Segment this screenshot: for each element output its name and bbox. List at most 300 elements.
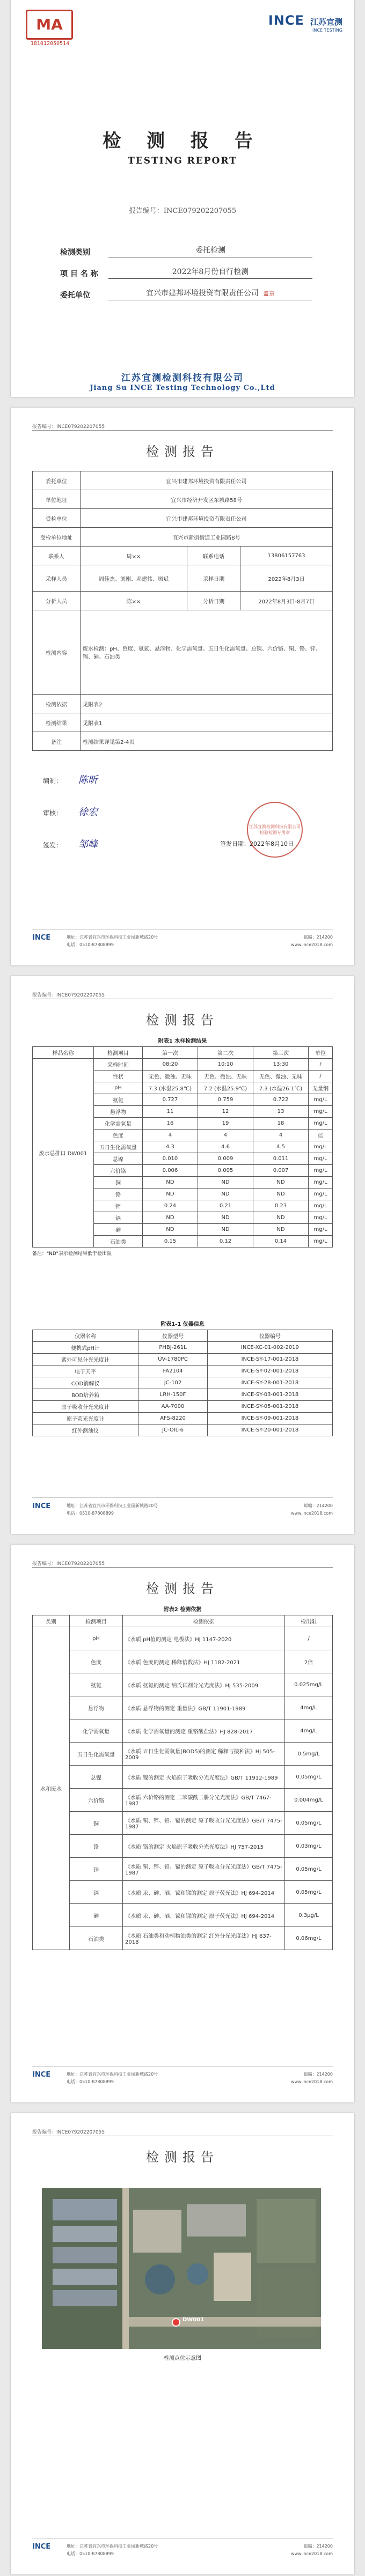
item-cell: 五日生化需氧量 xyxy=(93,1141,142,1153)
table-row xyxy=(33,1766,333,1789)
item-cell: 总镍 xyxy=(70,1766,123,1789)
brand-en: INCE TESTING xyxy=(312,28,342,33)
limit-cell: 0.05mg/L xyxy=(285,1812,333,1835)
item-cell: 锌 xyxy=(70,1858,123,1881)
footer-left xyxy=(67,934,158,949)
unit-cell: mg/L xyxy=(309,1189,333,1200)
table-cell: FA2104 xyxy=(138,1365,208,1377)
item-cell: 悬浮物 xyxy=(70,1696,123,1719)
table-cell: 紫外可见分光光度计 xyxy=(33,1354,138,1365)
company-stamp: 江苏宜测检测科技有限公司 检验检测专用章 xyxy=(247,802,303,858)
info-key: 受检单位地址 xyxy=(33,528,81,547)
field-value: 宜兴市建邦环境投资有限责任公司 盖章 xyxy=(108,287,312,300)
table-row xyxy=(33,1673,333,1696)
table-row xyxy=(33,610,333,695)
footer-addr: 地址：江苏省宜兴市环保科技工业园新城路20号 xyxy=(67,2072,158,2077)
item-cell: 采样时间 xyxy=(93,1059,142,1071)
page-footer xyxy=(32,2538,333,2567)
info-value: 周佳杰、刘刚、邓建伟、顾斌 xyxy=(81,565,187,592)
info-table-wrap xyxy=(32,471,333,751)
value-cell: 无色、微浊、无味 xyxy=(142,1071,198,1082)
table-caption: 附表2 检测依据 xyxy=(163,1607,202,1613)
footer-tel: 电话：0510-87808899 xyxy=(67,1511,114,1516)
footer-tel: 电话：0510-87808899 xyxy=(67,942,114,947)
value-cell: 16 xyxy=(142,1118,198,1130)
value-cell: 19 xyxy=(198,1118,253,1130)
item-cell: 石油类 xyxy=(70,1927,123,1950)
value-cell: 08:20 xyxy=(142,1059,198,1071)
value-cell: 0.24 xyxy=(142,1200,198,1212)
results-table xyxy=(32,1046,333,1248)
col-header: 单位 xyxy=(309,1047,333,1059)
item-cell: 氨氮 xyxy=(70,1673,123,1696)
col-header: 类别 xyxy=(33,1615,70,1627)
table-cell: INCE-SY-02-001-2018 xyxy=(207,1365,332,1377)
table-row xyxy=(33,732,333,751)
value-cell: ND xyxy=(142,1212,198,1224)
footer-tel: 电话：0510-87808899 xyxy=(67,2079,114,2084)
footer-web: www.ince2018.com xyxy=(290,1511,333,1516)
footer-logo: INCE xyxy=(32,934,51,942)
value-cell: 0.722 xyxy=(253,1094,309,1106)
value-cell: 0.12 xyxy=(198,1236,253,1248)
value-cell: ND xyxy=(142,1224,198,1236)
footer-right xyxy=(291,2071,333,2086)
header-report-no: 报告编号：INCE079202207055 xyxy=(32,1561,105,1567)
info-key: 单位地址 xyxy=(33,490,81,509)
cover-fields xyxy=(60,236,312,300)
footer-web: www.ince2018.com xyxy=(290,942,333,947)
col-header: 检测项目 xyxy=(70,1615,123,1627)
item-cell: 化学需氧量 xyxy=(93,1118,142,1130)
value-cell: 4 xyxy=(142,1130,198,1141)
item-cell: pH xyxy=(70,1627,123,1650)
col-header: 第三次 xyxy=(253,1047,309,1059)
page-footer xyxy=(32,2066,333,2095)
limit-cell: 4mg/L xyxy=(285,1719,333,1743)
value-cell: 0.14 xyxy=(253,1236,309,1248)
item-cell: 性状 xyxy=(93,1071,142,1082)
table-cell: JC-OIL-6 xyxy=(138,1424,208,1436)
method-cell: 《水质 铬的测定 火焰原子吸收分光光度法》HJ 757-2015 xyxy=(123,1835,285,1858)
col-header: 第一次 xyxy=(142,1047,198,1059)
item-cell: 铜 xyxy=(70,1812,123,1835)
item-cell: 锌 xyxy=(93,1200,142,1212)
page-title: 检测报告 xyxy=(146,1013,219,1028)
info-page xyxy=(11,408,354,965)
method-cell: 《水质 悬浮物的测定 重量法》GB/T 11901-1989 xyxy=(123,1696,285,1719)
method-cell: 《水质 化学需氧量的测定 重铬酸盐法》HJ 828-2017 xyxy=(123,1719,285,1743)
footer-left xyxy=(67,2543,158,2558)
page-title: 检测报告 xyxy=(146,444,219,459)
value-cell: ND xyxy=(142,1177,198,1189)
limit-cell: 0.05mg/L xyxy=(285,1881,333,1904)
value-cell: ND xyxy=(142,1189,198,1200)
info-value: 陈×× xyxy=(81,592,187,610)
item-cell: 铬 xyxy=(70,1835,123,1858)
method-cell: 《水质 色度的测定 稀释倍数法》HJ 1182-2021 xyxy=(123,1650,285,1673)
method-cell: 《水质 氨氮的测定 纳氏试剂分光光度法》HJ 535-2009 xyxy=(123,1673,285,1696)
table-row xyxy=(33,1627,333,1650)
method-cell: 《水质 pH值的测定 电极法》HJ 1147-2020 xyxy=(123,1627,285,1650)
col-header: 仪器型号 xyxy=(138,1330,208,1342)
instrument-table xyxy=(32,1330,333,1436)
value-cell: 4.6 xyxy=(198,1141,253,1153)
value-cell: 4 xyxy=(198,1130,253,1141)
cover-title-en: TESTING REPORT xyxy=(128,156,237,166)
instrument-table-wrap xyxy=(32,1319,333,1436)
table-cell: INCE-SY-28-001-2018 xyxy=(207,1377,332,1389)
value-cell: 13:30 xyxy=(253,1059,309,1071)
info-key: 检测结果 xyxy=(33,713,81,732)
footer-left xyxy=(67,2071,158,2086)
footer-left xyxy=(67,1502,158,1517)
aerial-image xyxy=(42,2188,321,2349)
info-value: 2022年8月3日 xyxy=(240,565,333,592)
info-value: 宜兴市新街街道工业园路8号 xyxy=(81,528,333,547)
value-cell: 无色、微浊、无味 xyxy=(253,1071,309,1082)
footer-web: www.ince2018.com xyxy=(290,2551,333,2556)
value-cell: 0.21 xyxy=(198,1200,253,1212)
table-row xyxy=(33,1719,333,1743)
info-value: 周×× xyxy=(81,547,187,565)
table-row xyxy=(33,528,333,547)
table-row xyxy=(33,1858,333,1881)
sign-label: 编制： xyxy=(43,777,63,785)
table-note: 备注："ND"表示检测结果低于检出限 xyxy=(32,1251,112,1257)
cma-number: 181012050514 xyxy=(30,41,70,47)
value-cell: ND xyxy=(198,1189,253,1200)
footer-right xyxy=(291,2543,333,2558)
value-cell: 7.3 (水温26.1℃) xyxy=(253,1082,309,1094)
table-cell: AFS-8220 xyxy=(138,1413,208,1424)
unit-cell: mg/L xyxy=(309,1177,333,1189)
item-cell: 镉 xyxy=(70,1881,123,1904)
value-cell: 0.010 xyxy=(142,1153,198,1165)
limit-cell: 0.03mg/L xyxy=(285,1835,333,1858)
footer-zip: 邮编：214200 xyxy=(303,2544,333,2549)
category-cell: 水和废水 xyxy=(33,1627,70,1950)
footer-tel: 电话：0510-87808899 xyxy=(67,2551,114,2556)
value-cell: 13 xyxy=(253,1106,309,1118)
table-row xyxy=(33,1812,333,1835)
table-row xyxy=(33,1696,333,1719)
field-label: 委托单位 xyxy=(60,291,90,300)
field-value: 2022年8月份自行检测 xyxy=(108,266,312,279)
value-cell: 18 xyxy=(253,1118,309,1130)
table-row xyxy=(33,1342,333,1354)
table-row xyxy=(33,490,333,509)
cover-page xyxy=(11,0,354,397)
table-cell: AA-7000 xyxy=(138,1401,208,1413)
header-divider xyxy=(32,1567,333,1568)
unit-cell: 无量纲 xyxy=(309,1082,333,1094)
value-cell: ND xyxy=(253,1224,309,1236)
field-value: 委托检测 xyxy=(108,245,312,257)
value-cell: 4.5 xyxy=(253,1141,309,1153)
item-cell: 化学需氧量 xyxy=(70,1719,123,1743)
unit-cell: mg/L xyxy=(309,1224,333,1236)
info-value: 见附表2 xyxy=(81,695,333,713)
results-page xyxy=(11,976,354,1534)
item-cell: 砷 xyxy=(70,1904,123,1927)
table-cell: COD消解仪 xyxy=(33,1377,138,1389)
footer-zip: 邮编：214200 xyxy=(303,1503,333,1508)
info-key: 检测依据 xyxy=(33,695,81,713)
info-value: 宜兴市经济开发区东城路58号 xyxy=(81,490,333,509)
limit-cell: 0.5mg/L xyxy=(285,1743,333,1766)
signature: 陈昕 xyxy=(78,774,98,786)
table-row xyxy=(33,1059,333,1071)
table-cell: INCE-SY-20-001-2018 xyxy=(207,1424,332,1436)
info-value: 宜兴市建邦环境投资有限责任公司 xyxy=(81,471,333,490)
limit-cell: 4mg/L xyxy=(285,1696,333,1719)
value-cell: 4 xyxy=(253,1130,309,1141)
value-cell: ND xyxy=(253,1177,309,1189)
table-header-row xyxy=(33,1330,333,1342)
unit-cell: mg/L xyxy=(309,1118,333,1130)
value-cell: 10:10 xyxy=(198,1059,253,1071)
page-title: 检测报告 xyxy=(146,2150,219,2165)
table-row xyxy=(33,1365,333,1377)
footer-addr: 地址：江苏省宜兴市环保科技工业园新城路20号 xyxy=(67,935,158,940)
item-cell: 色度 xyxy=(70,1650,123,1673)
table-cell: INCE-XC-01-002-2019 xyxy=(207,1342,332,1354)
table-cell: 原子荧光光度计 xyxy=(33,1413,138,1424)
item-cell: 色度 xyxy=(93,1130,142,1141)
limit-cell: 0.06mg/L xyxy=(285,1927,333,1950)
info-key: 联系电话 xyxy=(187,547,240,565)
value-cell: ND xyxy=(253,1212,309,1224)
table-cell: 红外测油仪 xyxy=(33,1424,138,1436)
table-row xyxy=(33,713,333,732)
footer-logo: INCE xyxy=(32,2543,51,2551)
table-cell: BOD培养箱 xyxy=(33,1389,138,1401)
info-key: 备注 xyxy=(33,732,81,751)
table-caption: 附表1 水样检测结果 xyxy=(158,1038,207,1044)
table-row xyxy=(33,565,333,592)
table-cell: 便携式pH计 xyxy=(33,1342,138,1354)
table-row xyxy=(33,1904,333,1927)
table-row xyxy=(33,1927,333,1950)
table-row xyxy=(33,547,333,565)
unit-cell: 倍 xyxy=(309,1130,333,1141)
page-footer xyxy=(32,929,333,958)
table-cell: 原子吸收分光光度计 xyxy=(33,1401,138,1413)
limit-cell: 0.05mg/L xyxy=(285,1766,333,1789)
value-cell: 0.006 xyxy=(142,1165,198,1177)
company-name-cn: 江苏宜测检测科技有限公司 xyxy=(121,373,244,383)
method-cell: 《水质 铜、锌、铅、镉的测定 原子吸收分光光度法》GB/T 7475-1987 xyxy=(123,1812,285,1835)
table-cell: UV-1780PC xyxy=(138,1354,208,1365)
table-row xyxy=(33,1789,333,1812)
item-cell: 氨氮 xyxy=(93,1094,142,1106)
unit-cell: mg/L xyxy=(309,1153,333,1165)
col-header: 仪器名称 xyxy=(33,1330,138,1342)
company-name-en: Jiang Su INCE Testing Technology Co.,Ltd xyxy=(90,384,275,392)
limit-cell: 2倍 xyxy=(285,1650,333,1673)
cover-field xyxy=(60,257,312,279)
item-cell: 悬浮物 xyxy=(93,1106,142,1118)
photo-page xyxy=(11,2113,354,2574)
table-cell: INCE-SY-03-001-2018 xyxy=(207,1389,332,1401)
method-cell: 《水质 石油类和动植物油类的测定 红外分光光度法》HJ 637-2018 xyxy=(123,1927,285,1950)
value-cell: ND xyxy=(253,1189,309,1200)
page-footer xyxy=(32,1497,333,1527)
value-cell: 0.15 xyxy=(142,1236,198,1248)
value-cell: 0.005 xyxy=(198,1165,253,1177)
table-cell: INCE-SY-05-001-2018 xyxy=(207,1401,332,1413)
unit-cell: mg/L xyxy=(309,1212,333,1224)
footer-addr: 地址：江苏省宜兴市环保科技工业园新城路20号 xyxy=(67,1503,158,1508)
signature: 徐宏 xyxy=(78,807,98,818)
unit-cell: / xyxy=(309,1071,333,1082)
info-key: 分析人员 xyxy=(33,592,81,610)
value-cell: 0.23 xyxy=(253,1200,309,1212)
info-key: 检测内容 xyxy=(33,610,81,695)
table-row xyxy=(33,1881,333,1904)
table-cell: JC-102 xyxy=(138,1377,208,1389)
brand-mark: INCE xyxy=(268,13,304,28)
limit-cell: 0.025mg/L xyxy=(285,1673,333,1696)
footer-zip: 邮编：214200 xyxy=(303,935,333,940)
info-value: 见附表1 xyxy=(81,713,333,732)
footer-addr: 地址：江苏省宜兴市环保科技工业园新城路20号 xyxy=(67,2544,158,2549)
table-row xyxy=(33,1743,333,1766)
method-cell: 《水质 汞、砷、硒、铋和锑的测定 原子荧光法》HJ 694-2014 xyxy=(123,1904,285,1927)
photo-caption: 检测点位示意图 xyxy=(164,2356,201,2361)
footer-logo: INCE xyxy=(32,2071,51,2079)
value-cell: 无色、微浊、无味 xyxy=(198,1071,253,1082)
table-header-row xyxy=(33,1615,333,1627)
unit-cell: mg/L xyxy=(309,1200,333,1212)
cma-mark: MA xyxy=(26,10,73,40)
signature: 邹峰 xyxy=(78,839,98,850)
footer-web: www.ince2018.com xyxy=(290,2079,333,2084)
table-row xyxy=(33,1424,333,1436)
value-cell: ND xyxy=(198,1177,253,1189)
info-value: 宜兴市建邦环境投资有限责任公司 xyxy=(81,509,333,528)
field-label: 检测类别 xyxy=(60,248,90,257)
table-cell: INCE-SY-09-001-2018 xyxy=(207,1413,332,1424)
table-row xyxy=(33,1401,333,1413)
results-table-wrap xyxy=(32,1036,333,1257)
item-cell: 铜 xyxy=(93,1177,142,1189)
header-divider xyxy=(32,430,333,431)
unit-cell: mg/L xyxy=(309,1094,333,1106)
col-header: 样品名称 xyxy=(33,1047,94,1059)
info-value: 2022年8月3日-8月7日 xyxy=(240,592,333,610)
header-report-no: 报告编号：INCE079202207055 xyxy=(32,2130,105,2135)
method-cell: 《水质 汞、砷、硒、铋和锑的测定 原子荧光法》HJ 694-2014 xyxy=(123,1881,285,1904)
seal-text: 盖章 xyxy=(263,290,275,297)
table-row xyxy=(33,1389,333,1401)
table-row xyxy=(33,695,333,713)
table-row xyxy=(33,1354,333,1365)
value-cell: ND xyxy=(198,1212,253,1224)
item-cell: 砷 xyxy=(93,1224,142,1236)
table-header-row xyxy=(33,1047,333,1059)
approver-sign xyxy=(43,837,98,851)
unit-cell: / xyxy=(309,1059,333,1071)
compiler-sign xyxy=(43,772,98,786)
table-cell: LRH-150F xyxy=(138,1389,208,1401)
header-report-no: 报告编号：INCE079202207055 xyxy=(32,424,105,430)
table-row xyxy=(33,1413,333,1424)
cover-field xyxy=(60,279,312,300)
table-cell: 电子天平 xyxy=(33,1365,138,1377)
sampling-point-label: DW001 xyxy=(182,2317,205,2323)
method-cell: 《水质 五日生化需氧量(BOD5)的测定 稀释与接种法》HJ 505-2009 xyxy=(123,1743,285,1766)
value-cell: 12 xyxy=(198,1106,253,1118)
info-value: 废水检测：pH、色度、氨氮、悬浮物、化学需氧量、五日生化需氧量、总镍、六价铬、铜、铬、锌、镉、砷、石油类 xyxy=(81,610,333,695)
col-header: 第二次 xyxy=(198,1047,253,1059)
method-cell: 《水质 铜、锌、铅、镉的测定 原子吸收分光光度法》GB/T 7475-1987 xyxy=(123,1858,285,1881)
info-value: 检测结果详见第2-4页 xyxy=(81,732,333,751)
value-cell: 11 xyxy=(142,1106,198,1118)
item-cell: 总镍 xyxy=(93,1153,142,1165)
footer-right xyxy=(291,1502,333,1517)
table-row xyxy=(33,1377,333,1389)
cover-field xyxy=(60,236,312,257)
table-row xyxy=(33,1650,333,1673)
item-cell: 六价铬 xyxy=(70,1789,123,1812)
table-cell: INCE-SY-17-001-2018 xyxy=(207,1354,332,1365)
report-number: 报告编号：INCE079202207055 xyxy=(128,207,237,215)
info-key: 受检单位 xyxy=(33,509,81,528)
method-cell: 《水质 镍的测定 火焰原子吸收分光光度法》GB/T 11912-1989 xyxy=(123,1766,285,1789)
aerial-photo xyxy=(42,2188,321,2349)
info-table xyxy=(32,471,333,751)
methods-page xyxy=(11,1545,354,2102)
field-label: 项 目 名 称 xyxy=(60,270,98,278)
value-cell: 7.2 (水温25.9℃) xyxy=(198,1082,253,1094)
value-cell: 0.009 xyxy=(198,1153,253,1165)
value-cell: ND xyxy=(198,1224,253,1236)
method-cell: 《水质 六价铬的测定 二苯碳酰二肼分光光度法》GB/T 7467-1987 xyxy=(123,1789,285,1812)
sign-label: 审核： xyxy=(43,809,63,817)
brand-logo xyxy=(268,13,342,33)
value-cell: 0.759 xyxy=(198,1094,253,1106)
unit-cell: mg/L xyxy=(309,1141,333,1153)
reviewer-sign xyxy=(43,804,98,818)
footer-right xyxy=(291,934,333,949)
col-header: 检测依据 xyxy=(123,1615,285,1627)
unit-cell: mg/L xyxy=(309,1236,333,1248)
unit-cell: mg/L xyxy=(309,1165,333,1177)
col-header: 检出限 xyxy=(285,1615,333,1627)
methods-table xyxy=(32,1615,333,1950)
info-key: 联系人 xyxy=(33,547,81,565)
limit-cell: 0.3μg/L xyxy=(285,1904,333,1927)
issue-date: 签发日期：2022年8月10日 xyxy=(220,840,294,847)
info-key: 委托单位 xyxy=(33,471,81,490)
info-key: 采样人员 xyxy=(33,565,81,592)
footer-logo: INCE xyxy=(32,1502,51,1510)
value-cell: 0.727 xyxy=(142,1094,198,1106)
item-cell: 石油类 xyxy=(93,1236,142,1248)
value-cell: 7.3 (水温25.8℃) xyxy=(142,1082,198,1094)
limit-cell: 0.004mg/L xyxy=(285,1789,333,1812)
header-report-no: 报告编号：INCE079202207055 xyxy=(32,993,105,998)
unit-cell: mg/L xyxy=(309,1106,333,1118)
methods-table-wrap xyxy=(32,1605,333,1950)
table-row xyxy=(33,592,333,610)
item-cell: 六价铬 xyxy=(93,1165,142,1177)
col-header: 仪器编号 xyxy=(207,1330,332,1342)
item-cell: pH xyxy=(93,1082,142,1094)
col-header: 检测项目 xyxy=(93,1047,142,1059)
